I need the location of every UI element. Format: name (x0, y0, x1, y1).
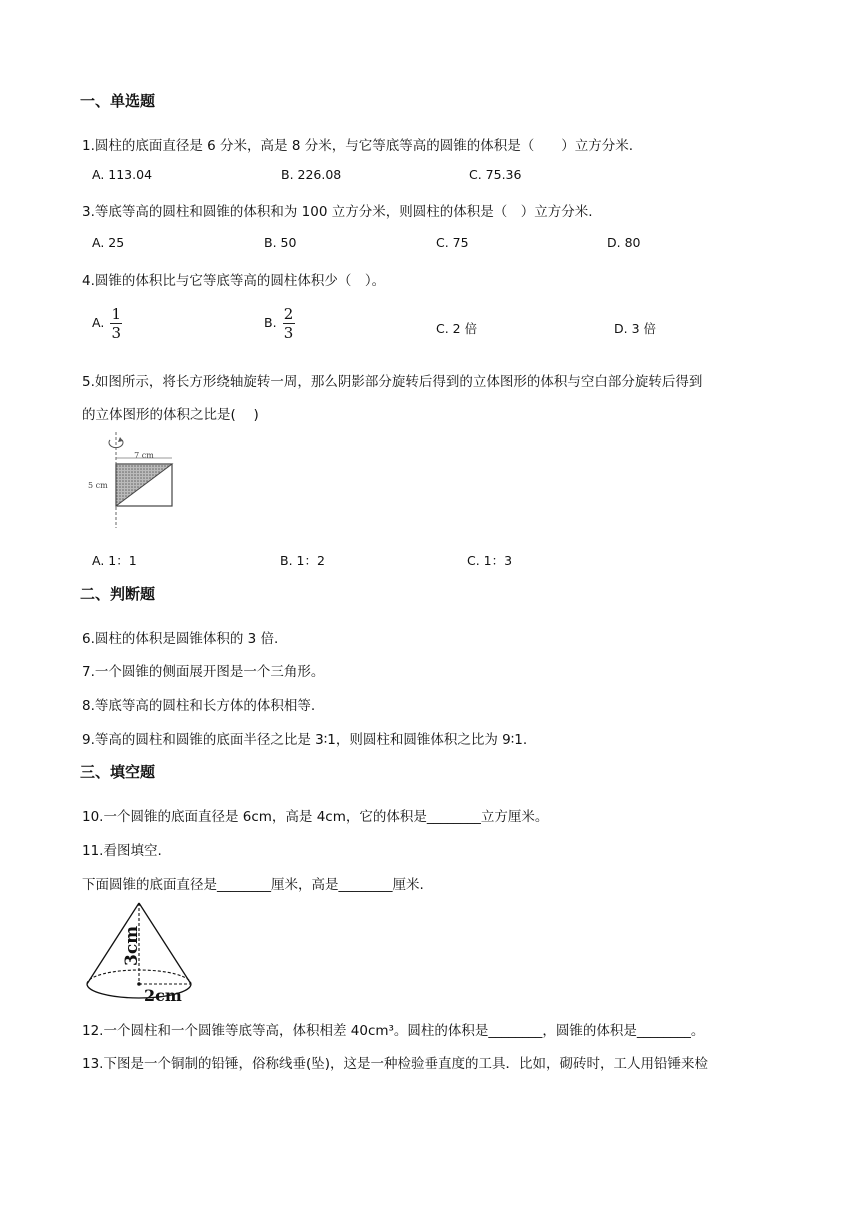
section-title-single-choice: 一、单选题 (80, 92, 156, 110)
question-13-text: 13.下图是一个铜制的铅锤，俗称线垂(坠)，这是一种检验垂直度的工具．比如，砌砖时，工人用铅锤来检 (82, 1056, 709, 1072)
question-8-text: 8.等底等高的圆柱和长方体的体积相等. (82, 698, 316, 714)
question-5-text-line2: 的立体图形的体积之比是( ) (82, 407, 259, 423)
q4-option-d: D. 3 倍 (614, 321, 656, 336)
q5-option-b: B. 1：2 (280, 553, 325, 568)
fraction-numerator: 1 (111, 305, 122, 323)
question-7-text: 7.一个圆锥的侧面展开图是一个三角形。 (82, 664, 325, 680)
section-title-fill-blank: 三、填空题 (80, 763, 156, 781)
cone-radius-label: 2cm (144, 986, 182, 1004)
q3-option-c: C. 75 (436, 235, 469, 250)
question-3-text: 3.等底等高的圆柱和圆锥的体积和为 100 立方分米，则圆柱的体积是（ ）立方分米. (82, 204, 593, 220)
q4-option-b-label: B. (264, 315, 277, 330)
section-title-true-false: 二、判断题 (80, 585, 156, 603)
q4-option-a-fraction (110, 306, 122, 341)
q3-option-a: A. 25 (92, 235, 125, 250)
q5-option-c: C. 1：3 (467, 553, 513, 568)
cone-figure (84, 900, 194, 1004)
question-6-text: 6.圆柱的体积是圆锥体积的 3 倍. (82, 631, 279, 647)
q3-option-d: D. 80 (607, 235, 641, 250)
fraction-denominator: 3 (283, 324, 294, 342)
question-12-text: 12.一个圆柱和一个圆锥等底等高，体积相差 40cm³。圆柱的体积是________，圆锥的体积是________。 (82, 1023, 705, 1039)
question-4-text: 4.圆锥的体积比与它等底等高的圆柱体积少（ ）。 (82, 273, 386, 289)
q1-option-a: A. 113.04 (92, 167, 153, 182)
cone-center-point (137, 982, 141, 986)
top-dimension-label: 7 cm (134, 451, 154, 460)
left-dimension-label: 5 cm (88, 481, 108, 490)
question-9-text: 9.等高的圆柱和圆锥的底面半径之比是 3∶1，则圆柱和圆锥体积之比为 9∶1. (82, 732, 528, 748)
question-1-text: 1.圆柱的底面直径是 6 分米，高是 8 分米，与它等底等高的圆锥的体积是（ ）立方分米. (82, 138, 634, 154)
rectangle-rotation-figure (86, 432, 186, 532)
q3-option-b: B. 50 (264, 235, 297, 250)
q4-option-c: C. 2 倍 (436, 321, 478, 336)
q4-option-b-fraction (283, 306, 295, 341)
q4-option-a (92, 306, 122, 341)
q5-option-a: A. 1：1 (92, 553, 137, 568)
question-11-text: 下面圆锥的底面直径是________厘米，高是________厘米. (82, 877, 424, 893)
fraction-numerator: 2 (283, 305, 294, 323)
cone-height-label: 3cm (122, 925, 142, 966)
q4-option-b (264, 306, 295, 341)
fraction-denominator: 3 (111, 324, 122, 342)
q4-option-a-label: A. (92, 315, 105, 330)
question-10-text: 10.一个圆锥的底面直径是 6cm，高是 4cm，它的体积是________立方厘米。 (82, 809, 549, 825)
question-5-text-line1: 5.如图所示，将长方形绕轴旋转一周，那么阴影部分旋转后得到的立体图形的体积与空白部分旋转后得到 (82, 374, 703, 390)
cone-base-back (87, 970, 191, 984)
q1-option-c: C. 75.36 (469, 167, 522, 182)
question-11-title: 11.看图填空. (82, 843, 162, 859)
q1-option-b: B. 226.08 (281, 167, 342, 182)
